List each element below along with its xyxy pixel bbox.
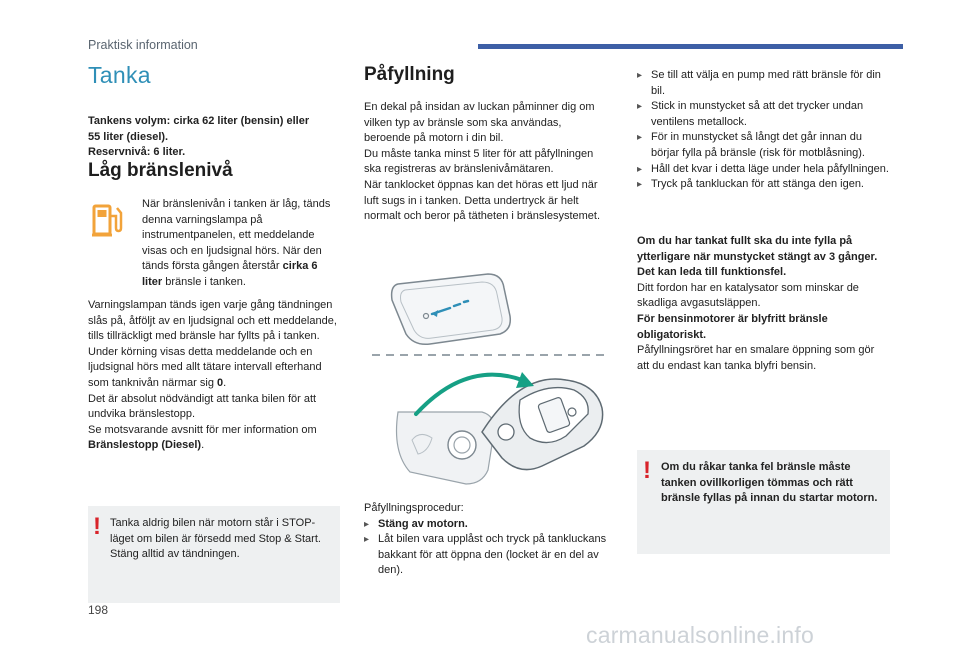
warning-icon: ! (643, 457, 651, 484)
lamp-description (142, 197, 338, 291)
warning-box-wrong-fuel (637, 450, 890, 554)
paragraph-2: Det är absolut nödvändigt att tanka bilen för att undvika bränslestopp. (88, 392, 317, 421)
fuel-flap-closed-drawing (392, 274, 511, 344)
section-header: Praktisk information (88, 38, 198, 52)
tank-volume-block (88, 114, 348, 161)
fuel-flap-open-drawing (397, 372, 603, 484)
procedure-step-7: ▸ Tryck på tankluckan för att stänga den igen. (637, 177, 889, 193)
refuelling-intro (364, 100, 608, 225)
full-tank-notes (637, 234, 889, 374)
bullet-icon: ▸ (364, 534, 370, 546)
lamp-text: När bränslenivån i tanken är låg, tänds denna varningslampa på instrumentpanelen, ett meddelande visas och en ljudsignal hörs. När den tänds första gången återstår (142, 198, 331, 273)
intro-paragraph-3: När tanklocket öppnas kan det höras ett ljud när luft sugs in i tanken. Detta undertryck är helt normalt och beror på tätheten i bränslesystemet. (364, 178, 601, 223)
full-tank-note-bold: Om du har tankat fullt ska du inte fylla på ytterligare när munstycket stängt av 3 gånger. Det kan leda till funktionsfel. (637, 235, 878, 279)
refuelling-heading: Påfyllning (364, 64, 455, 85)
filler-pipe-note: Påfyllningsröret har en smalare öppning som gör att du endast kan tanka blyfri bensin. (637, 344, 875, 372)
bullet-icon: ▸ (637, 101, 643, 113)
watermark: carmanualsonline.info (586, 622, 814, 648)
volume-line-1: Tankens volym: cirka 62 liter (bensin) eller (88, 115, 310, 127)
paragraph-1: Varningslampan tänds igen varje gång tändningen slås på, åtföljt av en ljudsignal och ett meddelande, tills tillräckligt med bränsle har fyllts på i tanken. Under körning visas detta meddelande och en ljudsignal hörs med allt tätare intervall efterhand som tanknivån närmar sig 0. (88, 299, 337, 389)
procedure-step-5: ▸ För in munstycket så långt det går innan du börjar fylla på bränsle (risk för motblåsning). (637, 130, 889, 161)
volume-line-2: 55 liter (diesel). (88, 130, 169, 143)
low-level-paragraphs (88, 298, 342, 454)
warning-text: Tanka aldrig bilen när motorn står i STOP-läget om bilen är försedd med Stop & Start. Stäng alltid av tändningen. (110, 517, 321, 561)
fuel-flap-illustration (370, 262, 610, 494)
procedure-step-6: ▸ Håll det kvar i detta läge under hela påfyllningen. (637, 162, 889, 178)
procedure-step-1: ▸ Stäng av motorn. (364, 517, 608, 533)
bullet-icon: ▸ (637, 132, 643, 144)
warning-box-stop-start (88, 506, 340, 603)
intro-paragraph-2: Du måste tanka minst 5 liter för att påfyllningen ska registreras av bränslenivåmätaren. (364, 147, 594, 176)
procedure-steps-continued (637, 68, 889, 193)
procedure-step-2: ▸ Låt bilen vara upplåst och tryck på tankluckans bakkant för att öppna den (locket är en del av den). (364, 532, 608, 579)
bullet-icon: ▸ (637, 70, 643, 81)
header-bar (478, 44, 903, 49)
paragraph-3: Se motsvarande avsnitt för mer information om Bränslestopp (Diesel). (88, 423, 317, 452)
reserve-level: Reservnivå: 6 liter. (88, 146, 186, 159)
page-title: Tanka (88, 62, 151, 88)
procedure-step-3: ▸ Se till att välja en pump med rätt bränsle för din bil. (637, 68, 889, 99)
catalyst-note: Ditt fordon har en katalysator som minskar de skadliga avgasutsläppen. (637, 281, 859, 310)
procedure-block (364, 501, 608, 579)
bullet-icon: ▸ (637, 179, 643, 191)
warning-icon: ! (93, 513, 101, 540)
page-number: 198 (88, 603, 109, 617)
procedure-step-4: ▸ Stick in munstycket så att det trycker undan ventilens metallock. (637, 99, 889, 130)
fuel-pump-icon (91, 202, 125, 240)
intro-paragraph-1: En dekal på insidan av luckan påminner dig om vilken typ av bränsle som ska användas, beroende på motorn i din bil. (364, 101, 595, 145)
procedure-label: Påfyllningsprocedur: (364, 502, 464, 514)
lamp-text-bold: cirka 6 liter (142, 260, 318, 288)
wrong-fuel-warning-text: Om du råkar tanka fel bränsle måste tanken ovillkorligen tömmas och rätt bränsle fyllas på innan du startar motorn. (661, 461, 878, 505)
low-level-heading: Låg bränslenivå (88, 160, 233, 181)
bullet-icon: ▸ (364, 518, 370, 530)
unleaded-note-bold: För bensinmotorer är blyfritt bränsle obligatoriskt. (637, 312, 828, 341)
lamp-text-end: bränsle i tanken. (162, 275, 246, 288)
bullet-icon: ▸ (637, 163, 643, 175)
